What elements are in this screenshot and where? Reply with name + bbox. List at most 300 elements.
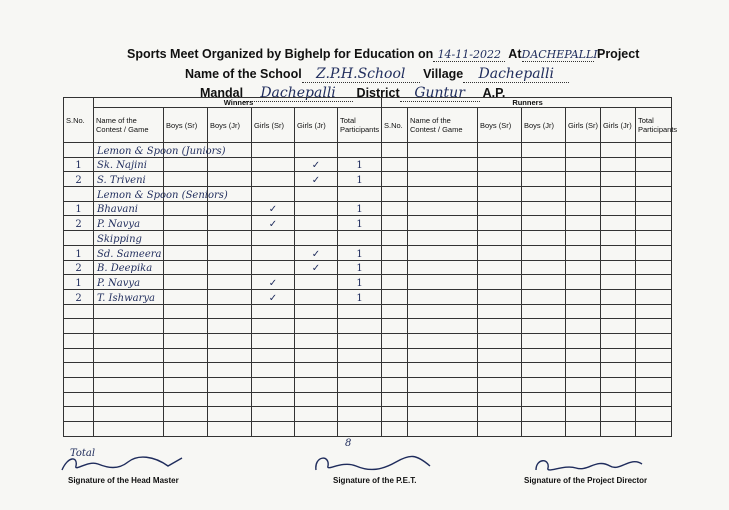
runners-cell xyxy=(522,201,566,216)
table-cell-sno xyxy=(64,143,94,158)
table-cell-total xyxy=(338,319,382,334)
runners-cell xyxy=(478,172,522,187)
results-table xyxy=(63,97,678,437)
runners-cell xyxy=(636,392,672,407)
table-cell-girls-sr xyxy=(252,245,295,260)
table-cell-sno xyxy=(64,231,94,246)
table-row xyxy=(64,407,672,422)
runners-cell xyxy=(382,407,408,422)
runners-cell xyxy=(382,245,408,260)
total-label: Total xyxy=(70,448,96,459)
col-total: Total Participants xyxy=(338,108,382,143)
runners-cell xyxy=(601,216,636,231)
table-cell-boys-sr xyxy=(164,348,208,363)
runners-cell xyxy=(382,143,408,158)
runners-cell xyxy=(408,231,478,246)
table-row xyxy=(64,157,672,172)
runners-cell xyxy=(566,363,601,378)
table-cell-girls-sr xyxy=(252,304,295,319)
table-cell-sno xyxy=(64,319,94,334)
col-runners-total: Total Participants xyxy=(636,108,672,143)
runners-cell xyxy=(522,392,566,407)
runners-cell xyxy=(566,304,601,319)
table-cell-contest xyxy=(94,422,164,437)
runners-cell xyxy=(522,231,566,246)
runners-cell xyxy=(601,392,636,407)
table-row xyxy=(64,143,672,158)
runners-cell xyxy=(408,143,478,158)
table-row xyxy=(64,187,672,202)
runners-cell xyxy=(382,319,408,334)
runners-cell xyxy=(566,422,601,437)
table-cell-total xyxy=(338,333,382,348)
table-cell-total: 1 xyxy=(338,172,382,187)
runners-cell xyxy=(408,275,478,290)
col-girls-jr: Girls (Jr) xyxy=(295,108,338,143)
table-cell-girls-sr: ✓ xyxy=(252,201,295,216)
table-cell-boys-jr xyxy=(208,231,252,246)
runners-cell xyxy=(478,231,522,246)
table-cell-boys-sr xyxy=(164,172,208,187)
table-cell-boys-sr xyxy=(164,407,208,422)
project-director-signature xyxy=(530,452,650,476)
table-cell-sno: 1 xyxy=(64,157,94,172)
runners-cell xyxy=(522,275,566,290)
runners-cell xyxy=(601,143,636,158)
runners-cell xyxy=(478,304,522,319)
runners-cell xyxy=(408,260,478,275)
table-cell-total: 1 xyxy=(338,216,382,231)
table-cell-girls-jr xyxy=(295,304,338,319)
table-cell-contest: Sk. Najini xyxy=(94,157,164,172)
table-cell-sno: 2 xyxy=(64,172,94,187)
table-cell-boys-jr xyxy=(208,245,252,260)
runners-cell xyxy=(522,319,566,334)
table-cell-boys-sr xyxy=(164,201,208,216)
table-row xyxy=(64,289,672,304)
table-cell-boys-jr xyxy=(208,422,252,437)
runners-cell xyxy=(566,143,601,158)
table-row xyxy=(64,378,672,393)
table-row xyxy=(64,348,672,363)
table-cell-girls-sr xyxy=(252,422,295,437)
table-cell-girls-sr xyxy=(252,157,295,172)
table-row xyxy=(64,275,672,290)
table-cell-girls-sr xyxy=(252,392,295,407)
table-cell-girls-sr xyxy=(252,260,295,275)
table-cell-total xyxy=(338,407,382,422)
runners-cell xyxy=(478,407,522,422)
table-cell-sno: 2 xyxy=(64,260,94,275)
table-cell-boys-sr xyxy=(164,363,208,378)
runners-cell xyxy=(601,172,636,187)
table-cell-girls-jr xyxy=(295,319,338,334)
runners-cell xyxy=(636,348,672,363)
table-cell-total xyxy=(338,392,382,407)
table-cell-boys-jr xyxy=(208,157,252,172)
runners-cell xyxy=(382,201,408,216)
table-cell-contest: P. Navya xyxy=(94,216,164,231)
table-cell-sno xyxy=(64,378,94,393)
table-cell-contest xyxy=(94,348,164,363)
mandal-value: Dachepalli xyxy=(243,85,353,102)
table-cell-total: 1 xyxy=(338,289,382,304)
table-row xyxy=(64,422,672,437)
table-cell-sno: 2 xyxy=(64,289,94,304)
table-cell-contest xyxy=(94,319,164,334)
runners-cell xyxy=(382,333,408,348)
runners-cell xyxy=(601,157,636,172)
col-runners-contest: Name of the Contest / Game xyxy=(408,108,478,143)
runners-cell xyxy=(566,245,601,260)
table-cell-girls-jr xyxy=(295,187,338,202)
table-cell-boys-jr xyxy=(208,260,252,275)
runners-cell xyxy=(408,201,478,216)
table-cell-boys-sr xyxy=(164,333,208,348)
table-cell-girls-sr xyxy=(252,143,295,158)
runners-cell xyxy=(636,378,672,393)
runners-cell xyxy=(478,143,522,158)
table-cell-sno xyxy=(64,422,94,437)
table-cell-girls-jr xyxy=(295,348,338,363)
runners-cell xyxy=(636,172,672,187)
table-cell-boys-jr xyxy=(208,333,252,348)
table-cell-boys-jr xyxy=(208,289,252,304)
table-cell-contest: B. Deepika xyxy=(94,260,164,275)
col-runners-girls-sr: Girls (Sr) xyxy=(566,108,601,143)
table-cell-girls-jr xyxy=(295,407,338,422)
head-master-signature xyxy=(58,452,188,476)
table-row xyxy=(64,333,672,348)
table-cell-girls-jr xyxy=(295,333,338,348)
table-cell-boys-sr xyxy=(164,304,208,319)
table-cell-boys-sr xyxy=(164,216,208,231)
runners-cell xyxy=(636,275,672,290)
table-cell-sno xyxy=(64,304,94,319)
runners-cell xyxy=(382,172,408,187)
table-row xyxy=(64,245,672,260)
table-cell-boys-sr xyxy=(164,260,208,275)
runners-cell xyxy=(636,304,672,319)
runners-cell xyxy=(478,245,522,260)
runners-cell xyxy=(601,245,636,260)
table-cell-contest: Lemon & Spoon (Juniors) xyxy=(94,143,164,158)
table-row xyxy=(64,319,672,334)
table-cell-girls-sr xyxy=(252,363,295,378)
runners-cell xyxy=(636,245,672,260)
table-cell-contest: S. Triveni xyxy=(94,172,164,187)
results-body xyxy=(64,143,672,437)
runners-cell xyxy=(382,422,408,437)
table-cell-total xyxy=(338,422,382,437)
runners-cell xyxy=(566,333,601,348)
runners-cell xyxy=(566,187,601,202)
runners-cell xyxy=(636,422,672,437)
table-cell-boys-jr xyxy=(208,407,252,422)
table-cell-boys-sr xyxy=(164,392,208,407)
table-cell-girls-sr xyxy=(252,319,295,334)
school-value: Z.P.H.School xyxy=(302,66,420,83)
state-label: A.P. xyxy=(482,86,506,100)
table-cell-girls-sr xyxy=(252,407,295,422)
table-cell-contest xyxy=(94,392,164,407)
table-cell-girls-sr xyxy=(252,231,295,246)
table-cell-contest xyxy=(94,378,164,393)
table-cell-contest xyxy=(94,304,164,319)
table-cell-contest xyxy=(94,363,164,378)
runners-cell xyxy=(522,363,566,378)
col-contest: Name of the Contest / Game xyxy=(94,108,164,143)
runners-cell xyxy=(636,319,672,334)
runners-cell xyxy=(601,333,636,348)
runners-cell xyxy=(478,275,522,290)
col-girls-sr: Girls (Sr) xyxy=(252,108,295,143)
runners-cell xyxy=(382,231,408,246)
runners-cell xyxy=(601,348,636,363)
runners-cell xyxy=(478,289,522,304)
table-cell-girls-jr: ✓ xyxy=(295,260,338,275)
table-cell-total: 1 xyxy=(338,275,382,290)
at-label: At xyxy=(508,47,522,61)
table-cell-girls-sr: ✓ xyxy=(252,275,295,290)
table-cell-boys-sr xyxy=(164,319,208,334)
pet-signature xyxy=(312,450,442,476)
table-row xyxy=(64,363,672,378)
runners-cell xyxy=(382,187,408,202)
mandal-label: Mandal xyxy=(200,86,244,100)
col-runners-boys-jr: Boys (Jr) xyxy=(522,108,566,143)
runners-cell xyxy=(566,275,601,290)
runners-cell xyxy=(636,231,672,246)
runners-cell xyxy=(522,172,566,187)
header-line-1 xyxy=(127,47,729,62)
location-value: DACHEPALLI xyxy=(521,48,598,61)
runners-cell xyxy=(601,363,636,378)
table-cell-boys-sr xyxy=(164,231,208,246)
runners-cell xyxy=(566,157,601,172)
table-cell-boys-sr xyxy=(164,378,208,393)
runners-cell xyxy=(601,187,636,202)
table-cell-boys-jr xyxy=(208,363,252,378)
table-cell-total xyxy=(338,187,382,202)
table-cell-sno: 1 xyxy=(64,201,94,216)
table-cell-total xyxy=(338,143,382,158)
runners-cell xyxy=(408,172,478,187)
col-runners-sno: S.No. xyxy=(382,108,408,143)
runners-cell xyxy=(522,260,566,275)
village-label: Village xyxy=(423,67,464,81)
table-cell-sno xyxy=(64,348,94,363)
table-cell-boys-jr xyxy=(208,216,252,231)
table-cell-girls-jr xyxy=(295,216,338,231)
table-cell-girls-jr: ✓ xyxy=(295,245,338,260)
table-cell-sno xyxy=(64,187,94,202)
runners-cell xyxy=(601,422,636,437)
runners-cell xyxy=(382,260,408,275)
table-cell-total xyxy=(338,348,382,363)
runners-cell xyxy=(382,392,408,407)
project-label: Project xyxy=(596,47,640,61)
table-cell-total: 1 xyxy=(338,201,382,216)
runners-cell xyxy=(408,392,478,407)
table-row xyxy=(64,304,672,319)
table-cell-girls-sr xyxy=(252,378,295,393)
runners-cell xyxy=(522,157,566,172)
runners-cell xyxy=(566,172,601,187)
runners-cell xyxy=(522,348,566,363)
runners-cell xyxy=(478,378,522,393)
runners-cell xyxy=(382,304,408,319)
col-runners-girls-jr: Girls (Jr) xyxy=(601,108,636,143)
table-cell-contest: Sd. Sameera xyxy=(94,245,164,260)
district-value: Guntur xyxy=(400,85,480,102)
table-cell-contest: Lemon & Spoon (Seniors) xyxy=(94,187,164,202)
table-cell-total xyxy=(338,363,382,378)
runners-cell xyxy=(601,407,636,422)
table-cell-girls-sr xyxy=(252,172,295,187)
runners-cell xyxy=(566,289,601,304)
runners-cell xyxy=(566,216,601,231)
runners-cell xyxy=(566,231,601,246)
runners-cell xyxy=(601,304,636,319)
col-boys-jr: Boys (Jr) xyxy=(208,108,252,143)
runners-cell xyxy=(566,392,601,407)
table-cell-boys-jr xyxy=(208,172,252,187)
runners-cell xyxy=(636,407,672,422)
table-cell-boys-jr xyxy=(208,348,252,363)
table-cell-sno: 1 xyxy=(64,275,94,290)
table-cell-contest xyxy=(94,333,164,348)
runners-cell xyxy=(408,304,478,319)
table-cell-girls-jr xyxy=(295,392,338,407)
table-cell-boys-jr xyxy=(208,304,252,319)
col-boys-sr: Boys (Sr) xyxy=(164,108,208,143)
table-cell-girls-jr xyxy=(295,201,338,216)
runners-cell xyxy=(522,289,566,304)
runners-cell xyxy=(408,157,478,172)
runners-cell xyxy=(408,245,478,260)
runners-cell xyxy=(382,378,408,393)
runners-cell xyxy=(522,187,566,202)
runners-cell xyxy=(478,348,522,363)
runners-cell xyxy=(636,363,672,378)
table-cell-girls-jr xyxy=(295,143,338,158)
pet-label: Signature of the P.E.T. xyxy=(333,476,417,485)
runners-cell xyxy=(522,216,566,231)
runners-cell xyxy=(566,319,601,334)
table-cell-contest: P. Navya xyxy=(94,275,164,290)
runners-cell xyxy=(601,231,636,246)
table-cell-sno xyxy=(64,333,94,348)
table-cell-boys-sr xyxy=(164,157,208,172)
runners-cell xyxy=(478,260,522,275)
table-row xyxy=(64,216,672,231)
table-row xyxy=(64,231,672,246)
runners-cell xyxy=(566,348,601,363)
table-cell-boys-sr xyxy=(164,245,208,260)
runners-cell xyxy=(478,157,522,172)
runners-cell xyxy=(522,422,566,437)
runners-cell xyxy=(636,187,672,202)
table-cell-boys-sr xyxy=(164,422,208,437)
table-cell-sno: 1 xyxy=(64,245,94,260)
table-cell-boys-jr xyxy=(208,275,252,290)
table-cell-contest xyxy=(94,407,164,422)
table-cell-sno xyxy=(64,407,94,422)
table-cell-sno xyxy=(64,392,94,407)
runners-cell xyxy=(478,363,522,378)
table-cell-boys-jr xyxy=(208,319,252,334)
runners-cell xyxy=(566,260,601,275)
runners-cell xyxy=(522,378,566,393)
runners-cell xyxy=(478,333,522,348)
table-cell-girls-sr: ✓ xyxy=(252,216,295,231)
runners-cell xyxy=(522,245,566,260)
table-cell-girls-sr xyxy=(252,333,295,348)
runners-cell xyxy=(636,260,672,275)
table-cell-girls-sr xyxy=(252,348,295,363)
table-cell-girls-jr xyxy=(295,422,338,437)
project-director-label: Signature of the Project Director xyxy=(524,476,648,485)
runners-cell xyxy=(478,201,522,216)
total-value: 8 xyxy=(345,438,352,449)
runners-cell xyxy=(522,304,566,319)
runners-cell xyxy=(408,422,478,437)
runners-cell xyxy=(601,289,636,304)
table-cell-total: 1 xyxy=(338,245,382,260)
runners-cell xyxy=(601,378,636,393)
runners-cell xyxy=(601,201,636,216)
table-cell-girls-jr: ✓ xyxy=(295,172,338,187)
runners-cell xyxy=(636,216,672,231)
table-cell-contest: Skipping xyxy=(94,231,164,246)
runners-cell xyxy=(478,319,522,334)
head-master-label: Signature of the Head Master xyxy=(68,476,179,485)
table-cell-total: 1 xyxy=(338,157,382,172)
runners-cell xyxy=(382,157,408,172)
runners-cell xyxy=(382,289,408,304)
runners-cell xyxy=(636,143,672,158)
runners-cell xyxy=(478,187,522,202)
table-cell-boys-jr xyxy=(208,201,252,216)
runners-cell xyxy=(408,348,478,363)
table-row xyxy=(64,201,672,216)
winners-heading: Winners xyxy=(94,98,382,108)
runners-cell xyxy=(382,363,408,378)
runners-cell xyxy=(408,378,478,393)
table-cell-contest: T. Ishwarya xyxy=(94,289,164,304)
runners-heading: Runners xyxy=(382,98,672,108)
runners-cell xyxy=(408,187,478,202)
runners-cell xyxy=(636,333,672,348)
runners-cell xyxy=(408,407,478,422)
table-cell-girls-sr xyxy=(252,187,295,202)
col-runners-boys-sr: Boys (Sr) xyxy=(478,108,522,143)
table-cell-sno xyxy=(64,363,94,378)
table-cell-total xyxy=(338,378,382,393)
school-label: Name of the School xyxy=(185,67,302,81)
table-cell-girls-jr xyxy=(295,378,338,393)
table-cell-girls-jr xyxy=(295,275,338,290)
runners-cell xyxy=(478,392,522,407)
runners-cell xyxy=(522,143,566,158)
table-cell-girls-jr xyxy=(295,289,338,304)
runners-cell xyxy=(408,363,478,378)
district-label: District xyxy=(356,86,400,100)
runners-cell xyxy=(478,422,522,437)
runners-cell xyxy=(522,407,566,422)
runners-cell xyxy=(382,275,408,290)
